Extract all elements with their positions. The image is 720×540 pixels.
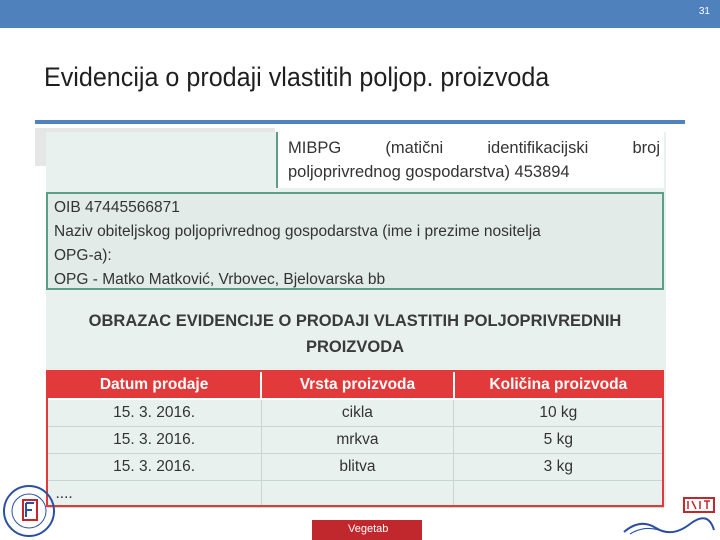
cell-product: blitva [261, 454, 453, 481]
form-title [46, 308, 664, 360]
table-row [47, 399, 663, 427]
form-title-line-1: OBRAZAC EVIDENCIJE O PRODAJI VLASTITIH POLJOPRIVREDNIH [88, 312, 622, 330]
header-quantity: Količina proizvoda [454, 371, 663, 399]
footer-badge-text: Vegetab [348, 523, 389, 535]
slide-title: Evidencija o prodaji vlastitih poljop. proizvoda [44, 62, 550, 92]
mibpg-line-2: poljoprivrednog gospodarstva) 453894 [288, 163, 570, 181]
cell-date: 15. 3. 2016. [47, 427, 261, 454]
owner-info-box [46, 192, 664, 290]
right-logo [620, 494, 718, 538]
mibpg-line-1 [288, 136, 664, 160]
mibpg-word: (matični [385, 139, 444, 157]
cell-date: 15. 3. 2016. [47, 454, 261, 481]
top-bar [0, 0, 720, 28]
mibpg-word: broj [632, 139, 660, 157]
mibpg-word: MIBPG [288, 139, 342, 157]
sales-table [46, 370, 664, 508]
table-row [47, 481, 663, 508]
table-header-row [47, 371, 663, 399]
naziv-line-2: OPG-a): [54, 247, 112, 264]
cell-product [261, 481, 453, 508]
institution-seal-logo [2, 478, 56, 540]
sales-record-form [46, 132, 666, 507]
cell-product: cikla [261, 399, 453, 427]
oib-line: OIB 47445566871 [54, 199, 180, 216]
mibpg-word: identifikacijski [487, 139, 589, 157]
form-title-line-2: PROIZVODA [305, 338, 405, 356]
cell-quantity: 5 kg [454, 427, 663, 454]
page-number: 31 [698, 6, 710, 17]
cell-product: mrkva [261, 427, 453, 454]
title-divider [35, 120, 685, 124]
header-product: Vrsta proizvoda [261, 371, 453, 399]
cell-date: 15. 3. 2016. [47, 399, 261, 427]
table-row [47, 427, 663, 454]
cell-quantity: 10 kg [454, 399, 663, 427]
cell-date: .... [47, 481, 261, 508]
header-date: Datum prodaje [47, 371, 261, 399]
opg-line: OPG - Matko Matković, Vrbovec, Bjelovarska bb [54, 271, 386, 288]
mibpg-box [276, 132, 664, 188]
footer-badge [312, 520, 422, 540]
table-row [47, 454, 663, 481]
cell-quantity: 3 kg [454, 454, 663, 481]
naziv-line-1: Naziv obiteljskog poljoprivrednog gospodarstva (ime i prezime nositelja [54, 223, 541, 240]
